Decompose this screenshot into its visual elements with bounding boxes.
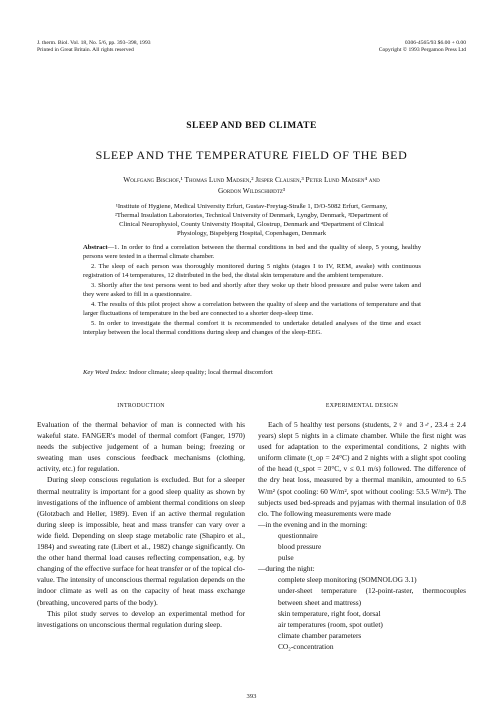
running-header-right [379,40,466,54]
measurement-list [258,519,466,652]
author-line-1: Wolfgang Bischof,¹ Thomas Lund Madsen,² Jesper Clausen,³ Peter Lund Madsen⁴ and [123,175,380,184]
affiliation-line-4: Physiology, Bispebjerg Hospital, Copenhagen, Denmark [176,230,327,237]
measurement-list-item: complete sleep monitoring (SOMNOLOG 3.1) [278,575,417,585]
keywords-label: Key Word Index: [83,369,128,376]
affiliation-line-3: Clinical Neurophysiol, County University Hospital, Glostrup, Denmark and ⁴Department of Clinical [119,221,384,228]
measurement-list-item: —in the evening and in the morning: [258,519,368,529]
introduction-heading: INTRODUCTION [117,403,165,409]
intro-paragraph-3: This pilot study serves to develop an experimental method for investigations on unconscious thermal regulation during sleep. [37,608,245,629]
journal-citation: J. therm. Biol. Vol. 18, No. 5/6, pp. 393–398, 1993 [37,40,151,46]
measurement-list-item: CO₂-concentration [278,641,334,651]
measurement-list-item: air temperatures (room, spot outlet) [278,619,383,629]
page-number: 393 [246,693,257,700]
paper-subtitle: SLEEP AND THE TEMPERATURE FIELD OF THE BED [95,148,408,162]
abstract [83,243,421,338]
measurement-list-item: under-sheet temperature (12-point-raster, thermocouples between sheet and mattress) [278,586,466,607]
measurement-list-item: skin temperature, right foot, dorsal [278,608,381,618]
copyright-notice: Copyright © 1993 Pergamon Press Ltd [378,47,466,53]
abstract-point-5: 5. In order to investigate the thermal comfort it is recommended to undertake detailed analyses of the time and exact interplay between the local thermal conditions during sleep and changes of the sleep-EEG. [83,320,421,336]
author-line-2: Gordon Wildschiødtz³ [217,186,286,195]
introduction-column [37,419,245,630]
abstract-point-3: 3. Shortly after the test persons went to bed and shortly after they woke up their blood pressure and pulse were taken and they were asked to fill in a questionnaire. [83,282,421,298]
intro-paragraph-1: Evaluation of the thermal behavior of man is connected with his wakeful state. FANGER's model of thermal comfort (Fanger, 1970) needs the subjective judgement of a human being; freezing or sweating man uses conscious feedback mechanisms (clothing, activity, etc.) for regulation. [37,420,245,474]
measurement-list-item: blood pressure [278,542,322,552]
measurement-list-item: pulse [278,553,294,563]
measurement-list-item: questionnaire [278,530,318,540]
affiliations [80,202,423,238]
paper-title: SLEEP AND BED CLIMATE [186,120,317,131]
printed-notice: Printed in Great Britain. All rights reserved [37,47,134,53]
keywords-text: Indoor climate; sleep quality; local thermal discomfort [127,369,273,376]
intro-paragraph-2: During sleep conscious regulation is excluded. But for a sleeper thermal neutrality is important for a good sleep quality as shown by investigations of the influence of ambient thermal conditions on sleep (Glotzbach and Heller, 1989). Even if an active thermal regulation during sleep is impossible, heat and mass transfer can vary over a wide field. Depending on sleep stage metabolic rate (Shapiro et al., 1984) and sweating rate (Libert et al., 1982) change significantly. On the other hand thermal load causes reflecting compensation, e.g. by changing of the effective surface for heat transfer or of the topical clo-value. The intensity of unconscious thermal regulation depends on the indoor climate as well as on the capacity of heat mass exchange (breathing, uncovered parts of the body). [37,475,245,607]
experimental-design-heading: EXPERIMENTAL DESIGN [325,403,399,409]
experimental-design-column [258,419,466,652]
abstract-point-2: 2. The sleep of each person was thoroughly monitored during 5 nights (stages I to IV, REM, awake) with continuous registration of 14 temperatures, 12 distributed in the bed, the distal skin temperature and the ambient temperature. [83,263,421,279]
abstract-point-1: Abstract—1. In order to find a correlation between the thermal conditions in bed and the quality of sleep, 5 young, healthy persons were tested in a thermal climate chamber. [83,244,421,260]
experimental-paragraph-1: Each of 5 healthy test persons (students, 2♀ and 3♂, 23.4 ± 2.4 years) slept 5 nights in a climate chamber. While the first night was used for adaptation to the experimental conditions, 2 nights with uniform climate (t_op = 24°C) and 2 nights with a slight spot cooling of the head (t_spot = 20°C, v ≤ 0.1 m/s) followed. The difference of the dry heat loss, measured by a thermal manikin, amounted to 6.5 W/m² (spot cooling: 60 W/m², spot without cooling: 53.5 W/m²). The subjects used bed-spreads and pyjamas with thermal insulation of 0.8 clo. The following measurements were made [258,420,466,518]
running-header-left [37,40,151,54]
affiliation-line-2: ²Thermal Insulation Laboratories, Technical University of Denmark, Lyngby, Denmark, ³Department of [114,212,389,219]
author-list [50,174,453,196]
keywords [83,368,421,377]
affiliation-line-1: ¹Institute of Hygiene, Medical University Erfurt, Gustav-Freytag-Straße 1, D/O-5082 Erfurt, Germany, [115,203,388,210]
measurement-list-item: —during the night: [258,564,315,574]
abstract-label: Abstract [83,244,108,251]
abstract-point-4: 4. The results of this pilot project show a correlation between the quality of sleep and the variations of temperature and that larger fluctuations of temperature in the bed are connected to a shorter deep-sleep time. [83,301,421,317]
issn-price: 0306-4565/93 $6.00 + 0.00 [404,40,466,46]
measurement-list-item: climate chamber parameters [278,630,362,640]
